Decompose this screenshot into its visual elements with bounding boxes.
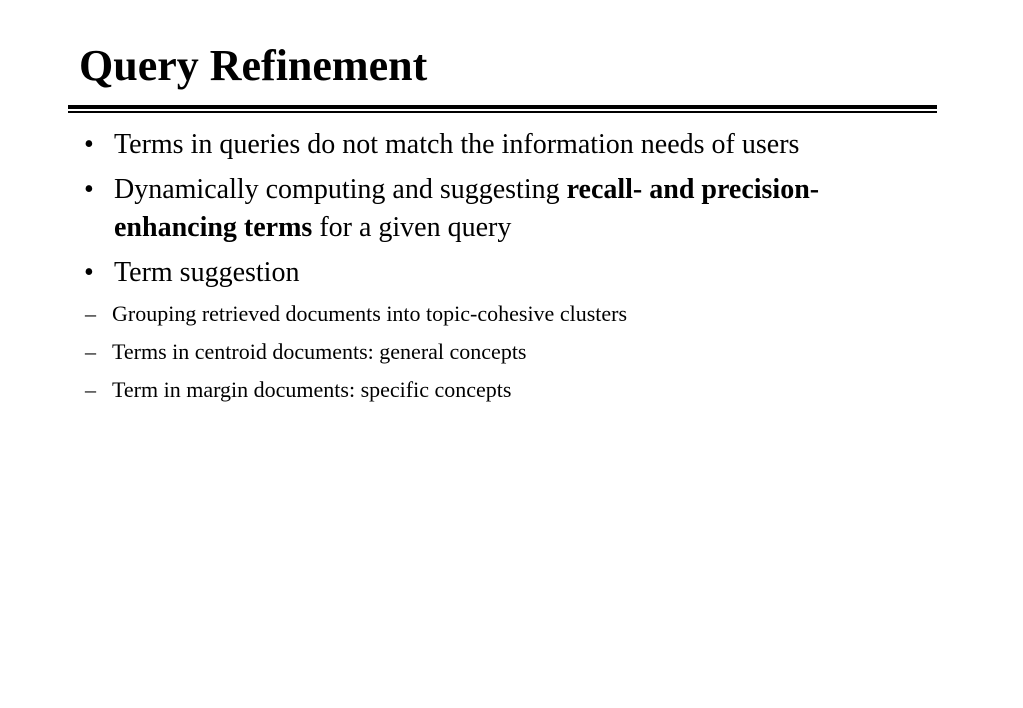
- bullet-text: Dynamically computing and suggesting: [114, 174, 567, 205]
- bullet-marker: •: [84, 257, 94, 288]
- sub-bullet-list: [70, 299, 920, 405]
- sub-bullet-item: [70, 337, 920, 367]
- bullet-item: [70, 171, 920, 247]
- title-divider-thin: [68, 111, 937, 113]
- bullet-text: Term suggestion: [114, 257, 300, 288]
- title-divider-thick: [68, 105, 937, 109]
- bullet-marker: •: [84, 129, 94, 160]
- bullet-text: for a given query: [312, 212, 512, 243]
- sub-bullet-item: [70, 375, 920, 405]
- bullet-marker: •: [84, 174, 94, 205]
- bullet-text: Terms in queries do not match the information needs of users: [114, 129, 800, 160]
- sub-bullet-marker: –: [85, 377, 96, 402]
- bullet-item: [70, 126, 920, 164]
- bullet-text-emphasis: recall- and precision-enhancing terms: [114, 174, 820, 243]
- bullet-list: [70, 126, 920, 413]
- sub-bullet-text: Term in margin documents: specific concepts: [112, 377, 512, 402]
- sub-bullet-text: Terms in centroid documents: general concepts: [112, 339, 527, 364]
- sub-bullet-item: [70, 299, 920, 329]
- sub-bullet-marker: –: [85, 301, 96, 326]
- slide-title: Query Refinement: [79, 41, 428, 90]
- sub-bullet-text: Grouping retrieved documents into topic-cohesive clusters: [112, 301, 628, 326]
- bullet-item: [70, 254, 920, 292]
- sub-bullet-marker: –: [85, 339, 96, 364]
